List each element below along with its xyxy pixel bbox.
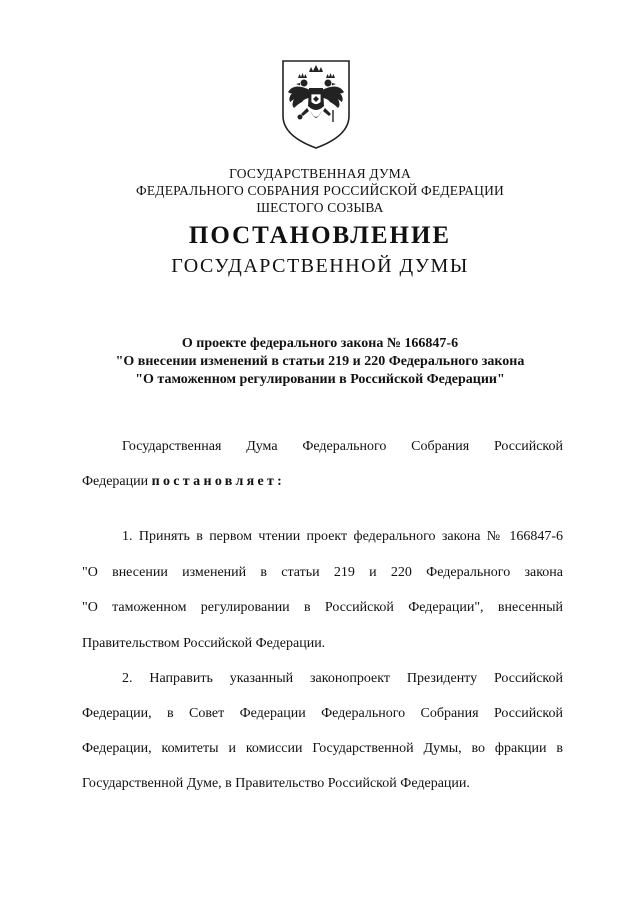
item-1-line-3: "О таможенном регулировании в Российской Федерации", внесенный bbox=[82, 600, 563, 615]
preamble-resolves: постановляет: bbox=[151, 474, 286, 489]
preamble-line-2 bbox=[82, 473, 563, 491]
document-subtitle: ГОСУДАРСТВЕННОЙ ДУМЫ bbox=[171, 255, 469, 277]
subject-line-1: О проекте федерального закона № 166847-6 bbox=[181, 336, 459, 351]
org-line-1: ГОСУДАРСТВЕННАЯ ДУМА bbox=[229, 166, 411, 181]
preamble-text: Федерации bbox=[82, 474, 152, 489]
item-2-line-1: 2. Направить указанный законопроект Президенту Российской bbox=[122, 671, 563, 686]
item-2-line-2: Федерации, в Совет Федерации Федерального Собрания Российской bbox=[82, 706, 563, 721]
item-2-line-4: Государственной Думе, в Правительство Российской Федерации. bbox=[82, 776, 470, 791]
preamble-line-1: Государственная Дума Федерального Собрания Российской bbox=[122, 439, 563, 454]
subject-line-3: "О таможенном регулировании в Российской Федерации" bbox=[135, 372, 505, 387]
org-line-2: ФЕДЕРАЛЬНОГО СОБРАНИЯ РОССИЙСКОЙ ФЕДЕРАЦИИ bbox=[136, 183, 504, 198]
item-2-line-3: Федерации, комитеты и комиссии Государственной Думы, во фракции в bbox=[82, 741, 563, 756]
subject-line-2: "О внесении изменений в статьи 219 и 220 Федерального закона bbox=[115, 354, 525, 369]
russian-emblem-icon bbox=[280, 58, 352, 150]
org-line-3: ШЕСТОГО СОЗЫВА bbox=[256, 200, 384, 215]
document-title: ПОСТАНОВЛЕНИЕ bbox=[188, 222, 452, 249]
item-1-line-2: "О внесении изменений в статьи 219 и 220 Федерального закона bbox=[82, 565, 563, 580]
item-1-line-4: Правительством Российской Федерации. bbox=[82, 636, 326, 651]
item-1-line-1: 1. Принять в первом чтении проект федерального закона № 166847-6 bbox=[122, 529, 563, 544]
